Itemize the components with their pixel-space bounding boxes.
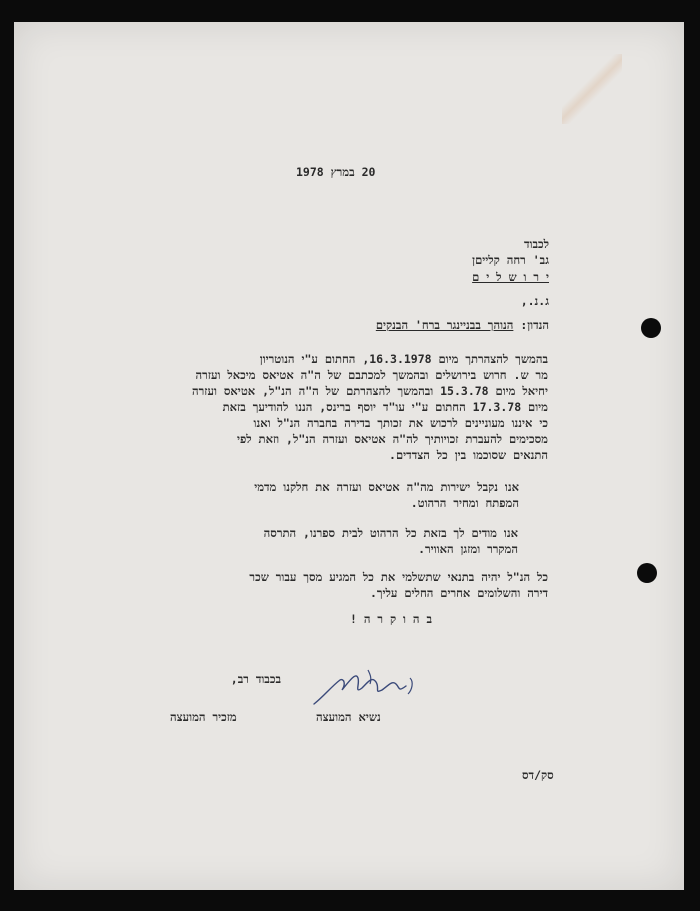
greeting: ג.נ., <box>520 294 549 308</box>
subject-label: הנדון: <box>520 318 549 332</box>
handwritten-signature <box>310 660 430 710</box>
paragraph-line: כל הנ"ל יהיה בתנאי שתשלמי את כל המגיע מסך עבור שכר <box>249 570 548 584</box>
letter-sheet <box>14 22 684 890</box>
paper-fold-mark <box>562 54 622 124</box>
paragraph-line: מר ש. חרוש בירושלים ובהמשך למכתבם של ה"ה אטיאס מיכאל ועזרה <box>195 368 548 382</box>
paragraph-line: מיום 17.3.78 החתום ע"י עו"ד יוסף ברינס, הננו להודיעך בזאת <box>222 400 548 414</box>
paragraph-line: המפתח ומחיר הרהוט. <box>410 496 519 510</box>
recipient-name: גב' רחה קלייםן <box>472 253 549 267</box>
recipient-city: י ר ו ש ל י ם <box>472 270 549 284</box>
paragraph-line: המקרר ומזגן האוויר. <box>418 542 518 556</box>
signoff: בכבוד רב, <box>230 672 281 686</box>
subject-text: הנוהך בבניינגר ברח' הבנקים <box>375 318 514 332</box>
subject-line <box>376 318 549 332</box>
closing-remark: ב ה ו ק ר ה ! <box>350 612 432 626</box>
paragraph-line: אנו מודים לך בזאת כל הרהוט לבית ספרנו, התרסה <box>263 526 518 540</box>
paragraph-line: התנאים שסוכמו בין כל הצדדים. <box>389 448 548 462</box>
secretary-title: מזכיר המועצה <box>170 710 237 724</box>
paragraph-line: אנו נקבל ישירות מה"ה אטיאס ועזרה את חלקנו מדמי <box>254 480 519 494</box>
paragraph-line: יחיאל מיום 15.3.78 ובהמשך להצהרתם של ה"ה הנ"ל, אטיאס ועזרה <box>192 384 548 398</box>
reference-initials: סק/דס <box>522 768 554 782</box>
letter-date: 20 במרץ 1978 <box>296 165 376 179</box>
chair-title: נשיא המועצה <box>316 710 381 724</box>
paragraph-line: כי איננו מעוניינים לרכוש את זכותך בדירה בחברה הנ"ל ואנו <box>253 416 548 430</box>
paragraph-line: מסכימים להעברת זכויותיך לה"ה אטיאס ועזרה הנ"ל, וזאת לפי <box>236 432 548 446</box>
punch-hole-top <box>641 318 661 338</box>
recipient-salutation: לכבוד <box>523 237 549 251</box>
paragraph-line: בהמשך להצהרתך מיום 16.3.1978, החתום ע"י הנוטריון <box>259 352 548 366</box>
punch-hole-bottom <box>637 563 657 583</box>
paragraph-line: דירה והשלומים אחרים החלים עליך. <box>369 586 548 600</box>
